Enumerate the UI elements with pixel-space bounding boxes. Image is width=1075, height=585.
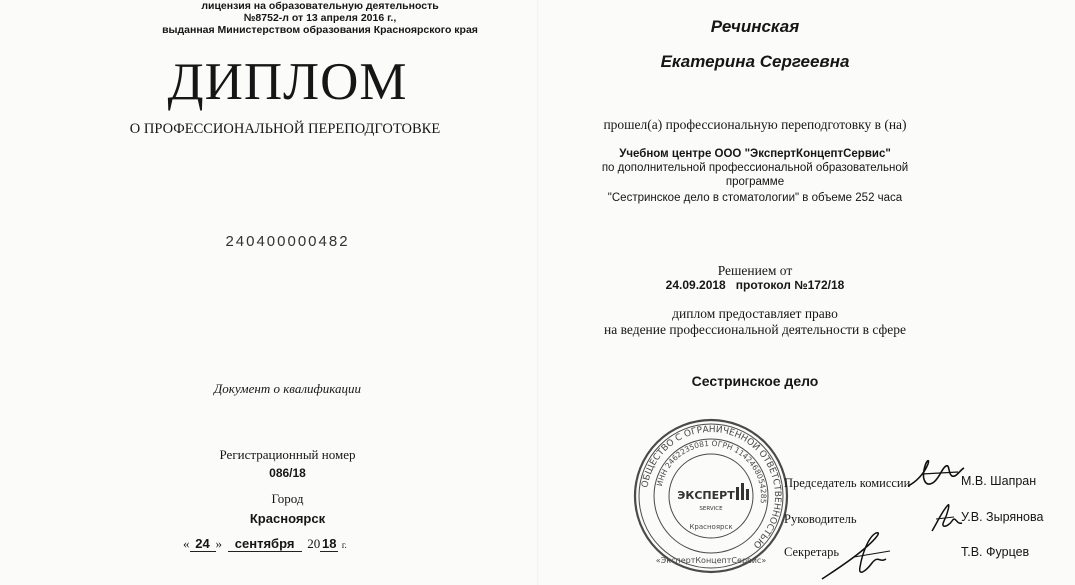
head-role: Руководитель	[784, 512, 857, 526]
stamp-inn-text: ИНН 2462235081 ОГРН 1142468054285	[655, 438, 769, 504]
city-label: Город	[271, 491, 304, 506]
license-line-2: №8752-л от 13 апреля 2016 г.,	[243, 12, 397, 24]
program-line-2: программе	[725, 176, 785, 188]
date-close-quote: »	[215, 536, 222, 551]
issue-date	[183, 536, 347, 552]
serial-number: 240400000482	[225, 233, 350, 250]
qualification-doc-label: Документ о квалификации	[214, 381, 361, 396]
registration-label: Регистрационный номер	[219, 447, 356, 462]
program-name: "Сестринское дело в стоматологии" в объеме 252 часа	[607, 192, 903, 204]
date-year-abbr: г.	[341, 540, 347, 550]
date-day: 24	[190, 537, 216, 552]
passed-statement: прошел(а) профессиональную переподготовку в (на)	[603, 117, 907, 132]
program-line-1: по дополнительной профессиональной образовательной	[601, 162, 909, 174]
diploma-subtitle: О ПРОФЕССИОНАЛЬНОЙ ПЕРЕПОДГОТОВКЕ	[129, 121, 441, 137]
chair-role: Председатель комиссии	[784, 476, 911, 490]
decision-label: Решением от	[717, 263, 793, 278]
grants-line-1: диплом предоставляет право	[672, 306, 838, 321]
head-signature	[926, 499, 966, 539]
decision-protocol	[565, 278, 945, 292]
city: Красноярск	[249, 511, 326, 526]
license-line-1: лицензия на образовательную деятельность	[201, 0, 439, 12]
chair-name: М.В. Шапран	[961, 474, 1037, 488]
registration-number: 086/18	[269, 466, 306, 480]
date-year-suffix: 18	[322, 536, 337, 551]
chair-signature	[904, 452, 968, 496]
decision-date: 24.09.2018	[665, 278, 726, 292]
head-name: У.В. Зырянова	[961, 510, 1044, 524]
organization-stamp	[632, 417, 790, 575]
license-info	[120, 0, 520, 36]
stamp-city-text: Красноярск	[689, 523, 733, 531]
stamp-bottom-text: «ЭкспертКонцептСервис»	[655, 556, 767, 565]
secretary-signature	[820, 527, 896, 583]
stamp-logo: ЭКСПЕРТ	[677, 489, 735, 502]
graduate-surname: Речинская	[710, 17, 800, 36]
date-open-quote: «	[183, 536, 190, 551]
diploma-title: ДИПЛОМ	[167, 53, 408, 111]
protocol-number: протокол №172/18	[735, 278, 845, 292]
specialty: Сестринское дело	[691, 373, 819, 389]
page-fold	[537, 0, 539, 585]
secretary-role: Секретарь	[784, 545, 840, 559]
stamp-logo-sub: SERVICE	[699, 506, 723, 512]
date-month: сентября	[228, 537, 302, 552]
date-year-prefix: 20	[307, 536, 321, 551]
grants-line-2: на ведение профессиональной деятельности в сфере	[604, 322, 906, 337]
license-line-3: выданная Министерством образования Красноярского края	[162, 24, 478, 36]
graduate-given-names: Екатерина Сергеевна	[660, 52, 850, 71]
stamp-logo-icon	[736, 483, 749, 500]
training-center: Учебном центре ООО "ЭкспертКонцептСервис"	[619, 148, 891, 160]
stamp-ring-text: ОБЩЕСТВО С ОГРАНИЧЕННОЙ ОТВЕТСТВЕННОСТЬЮ	[640, 424, 783, 550]
secretary-name: Т.В. Фурцев	[961, 545, 1030, 559]
